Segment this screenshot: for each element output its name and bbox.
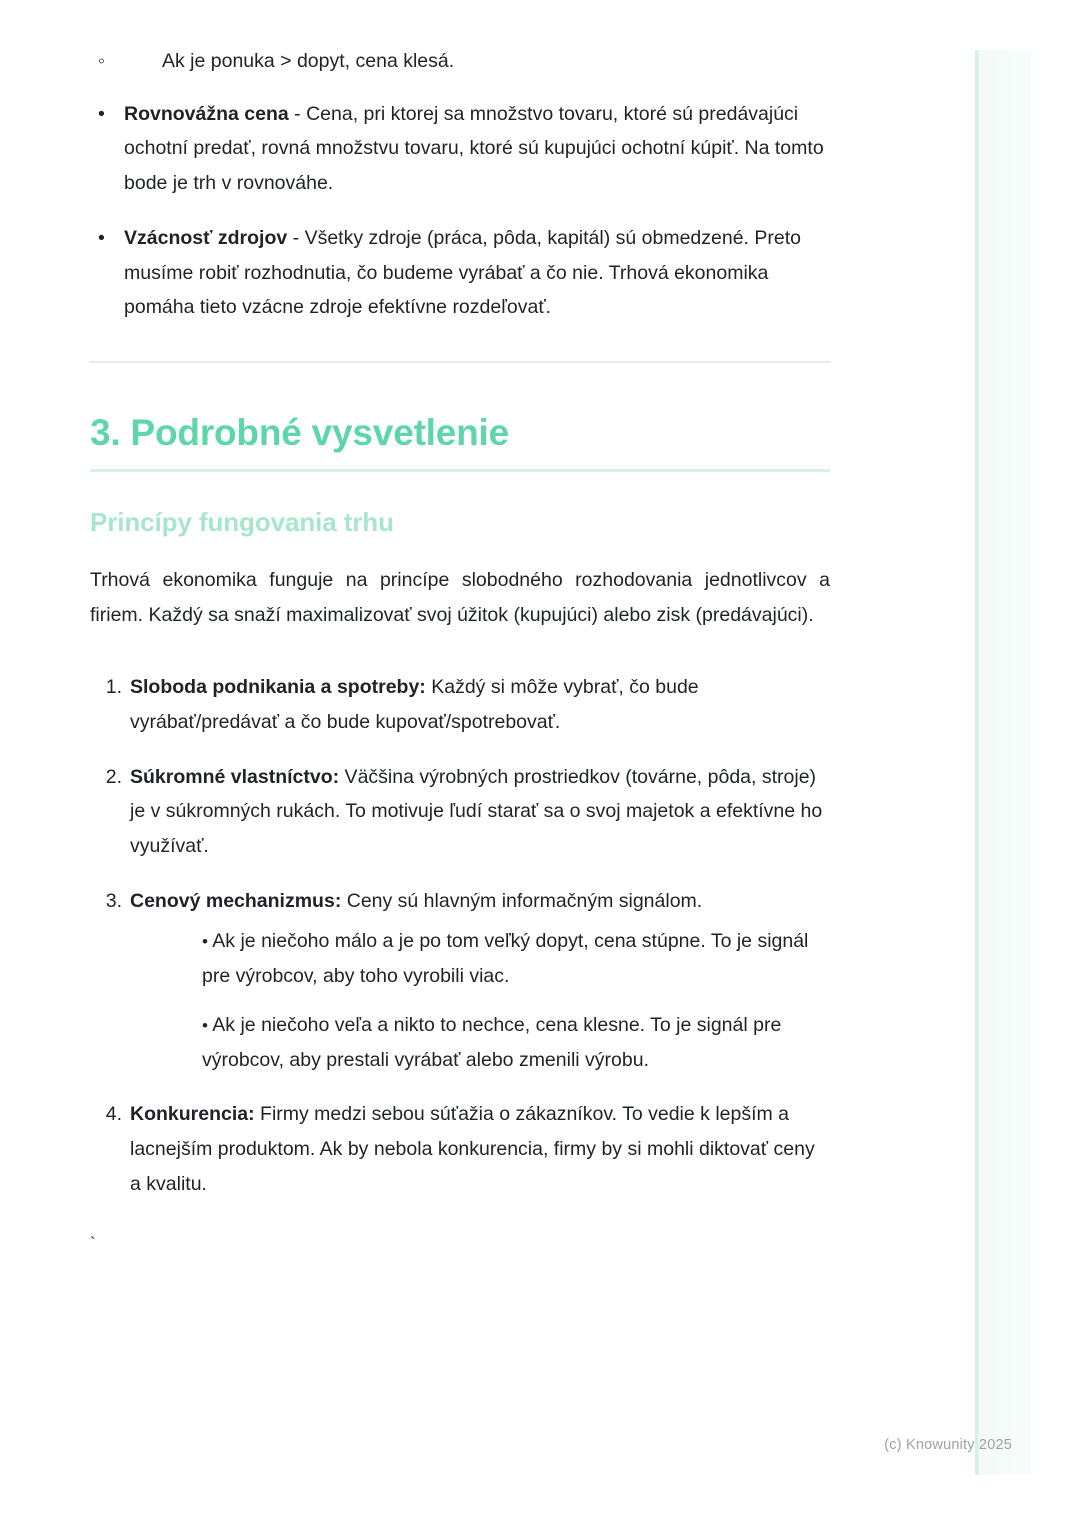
section-divider-mint [90,469,830,472]
section-divider-gray [90,361,830,363]
list-number: 3. [105,889,122,912]
list-item-text: Ak je ponuka > dopyt, cena klesá. [162,50,455,72]
document-content [90,44,830,1259]
principle-text: Firmy medzi sebou súťažia o zákazníkov. To vedie k lepším a lacnejším produktom. Ak by nebola konkurencia, firmy by si mohli diktovať ceny a kvalitu. [130,1103,815,1195]
principle-text: Väčšina výrobných prostriedkov (továrne, pôda, stroje) je v súkromných rukách. To motivuje ľudí starať sa o svoj majetok a efektívne ho využívať. [130,765,823,858]
definition-separator: - [288,102,307,125]
list-number: 4. [105,1103,122,1126]
principle-term: Cenový mechanizmus: [130,889,342,912]
definition-term: Vzácnosť zdrojov [124,226,288,249]
page-footer [0,1437,1080,1453]
section-heading: 3. Podrobné vysvetlenie [90,411,510,453]
bullet-icon: • [202,932,208,952]
principle-term: Konkurencia: [130,1103,255,1126]
subsection-heading: Princípy fungovania trhu [90,507,394,538]
list-item [130,924,830,993]
list-number: 1. [105,676,122,699]
principle-text: Ceny sú hlavným informačným signálom. [341,889,703,912]
list-item [90,884,830,1078]
hollow-bullet-icon: ◦ [98,50,105,72]
copyright-text: (c) Knowunity 2025 [884,1437,1012,1453]
principles-list [90,670,830,1201]
bullet-icon: • [98,102,105,125]
definition-text: Všetky zdroje (práca, pôda, kapitál) sú obmedzené. Preto musíme robiť rozhodnutia, čo budeme vyrábať a čo nie. Trhová ekonomika pomáha tieto vzácne zdroje efektívne rozdeľovať. [124,226,801,319]
sublist-item-text: Ak je niečoho veľa a nikto to nechce, cena klesne. To je signál pre výrobcov, aby prestali vyrábať alebo zmenili výrobu. [202,1013,782,1071]
list-item [90,670,830,739]
list-item [90,760,830,864]
definition-separator: - [287,226,305,249]
stray-backtick: ` [90,1234,96,1254]
principle-sublist [130,924,830,1077]
principle-text: Každý si môže vybrať, čo bude vyrábať/predávať a čo bude kupovať/spotrebovať. [130,676,699,733]
list-item [90,221,830,325]
list-number: 2. [105,765,122,788]
list-item [90,44,830,79]
principle-term: Súkromné vlastníctvo: [130,765,340,788]
list-item [90,1097,830,1201]
list-item [90,97,830,201]
principle-term: Sloboda podnikania a spotreby: [130,676,426,699]
intro-paragraph: Trhová ekonomika funguje na princípe slobodného rozhodovania jednotlivcov a firiem. Každý sa snaží maximalizovať svoj úžitok (kupujúci) alebo zisk (predávajúci). [90,568,830,626]
sublist-item-text: Ak je niečoho málo a je po tom veľký dopyt, cena stúpne. To je signál pre výrobcov, aby toho vyrobili viac. [202,930,809,988]
top-nested-list [90,44,830,79]
bullet-icon: • [98,226,105,249]
definition-term: Rovnovážna cena [124,102,289,125]
bullet-icon: • [202,1015,208,1035]
definitions-list [90,97,830,325]
list-item [130,1008,830,1077]
definition-text: Cena, pri ktorej sa množstvo tovaru, ktoré sú predávajúci ochotní predať, rovná množstvu tovaru, ktoré sú kupujúci ochotní kúpiť. Na tomto bode je trh v rovnováhe. [124,102,824,195]
